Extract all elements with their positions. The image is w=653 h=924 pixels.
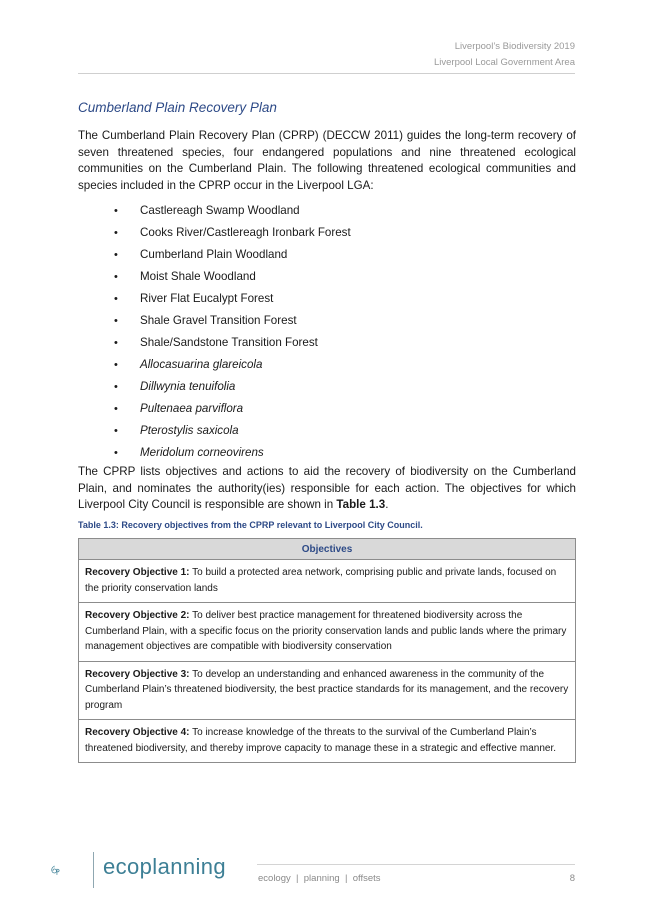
bullet-icon: •: [114, 293, 118, 305]
intro-paragraph: The Cumberland Plain Recovery Plan (CPRP) (DECCW 2011) guides the long-term recovery of seven threatened species, four endangered populations and nine threatened ecological communities on the Cumberland Plain. The following threatened ecological communities and species included in the CPRP occur in the Liverpool LGA:: [78, 129, 576, 192]
list-item: • Allocasuarina glareicola: [78, 355, 351, 377]
objectives-table: [78, 538, 576, 763]
header-divider: [78, 73, 575, 74]
header-area: Liverpool Local Government Area: [434, 56, 575, 68]
section-title: Cumberland Plain Recovery Plan: [78, 100, 277, 115]
objective-text: To deliver best practice management for threatened biodiversity across the Cumberland Plain, with a specific focus on the priority conservation lands and public lands where the primary management objectives are compatible with biodiversity conservation: [85, 610, 567, 652]
table-row: [79, 560, 576, 603]
list-item: • Moist Shale Woodland: [78, 267, 351, 289]
table-row: [79, 720, 576, 763]
logo-divider: [93, 852, 94, 888]
table-row: [79, 661, 576, 720]
list-item: • Dillwynia tenuifolia: [78, 377, 351, 399]
objective-text: To build a protected area network, comprising public and private lands, focused on the priority conservation lands: [85, 567, 557, 594]
footer-divider: [257, 864, 575, 865]
objective-text: To increase knowledge of the threats to the survival of the Cumberland Plain’s threatened biodiversity, and thereby improve capacity to manage these in a strategic and effective manner.: [85, 727, 557, 754]
list-item: • River Flat Eucalypt Forest: [78, 289, 351, 311]
bullet-icon: •: [114, 359, 118, 371]
bullet-icon: •: [114, 315, 118, 327]
objective-text: To develop an understanding and enhanced awareness in the community of the Cumberland Plain’s threatened biodiversity, the best practice standards for its management, and the recovery program: [85, 668, 569, 711]
page-header: [434, 39, 575, 70]
list-item: • Shale Gravel Transition Forest: [78, 311, 351, 333]
footer-tagline: ecology | planning | offsets: [258, 873, 381, 884]
table-reference: Table 1.3: [336, 498, 386, 511]
objective-label: Recovery Objective 3:: [85, 668, 190, 680]
list-item: • Shale/Sandstone Transition Forest: [78, 333, 351, 355]
objective-label: Recovery Objective 2:: [85, 610, 190, 621]
list-item: • Castlereagh Swamp Woodland: [78, 201, 351, 223]
objective-label: Recovery Objective 1:: [85, 567, 190, 578]
brand-name: ecoplanning: [103, 854, 227, 879]
objective-label: Recovery Objective 4:: [85, 727, 190, 738]
page-number: 8: [569, 873, 575, 884]
list-item: • Meridolum corneovirens: [78, 443, 351, 465]
bullet-icon: •: [114, 205, 118, 217]
list-item: • Cooks River/Castlereagh Ironbark Forest: [78, 223, 351, 245]
list-item: • Cumberland Plain Woodland: [78, 245, 351, 267]
table-caption: Table 1.3: Recovery objectives from the CPRP relevant to Liverpool City Council.: [78, 520, 423, 530]
bullet-icon: •: [114, 425, 118, 437]
bullet-icon: •: [114, 271, 118, 283]
bullet-icon: •: [114, 381, 118, 393]
bullet-icon: •: [114, 447, 118, 459]
list-item: • Pterostylis saxicola: [78, 421, 351, 443]
header-report-title: Liverpool’s Biodiversity 2019: [454, 41, 575, 52]
ecoplanning-logo-icon: [50, 848, 94, 892]
species-list: [78, 201, 351, 465]
list-item: • Pultenaea parviflora: [78, 399, 351, 421]
bullet-icon: •: [114, 403, 118, 415]
bullet-icon: •: [114, 249, 118, 261]
table-row: [79, 603, 576, 662]
table-header: Objectives: [79, 539, 576, 560]
bullet-icon: •: [114, 337, 118, 349]
bullet-icon: •: [114, 227, 118, 239]
summary-paragraph: The CPRP lists objectives and actions to aid the recovery of biodiversity on the Cumberland Plain, and nominates the authority(ies) responsible for each action. The objectives for which Liverpool City Council is responsible are shown in Table 1.3.: [78, 465, 576, 511]
